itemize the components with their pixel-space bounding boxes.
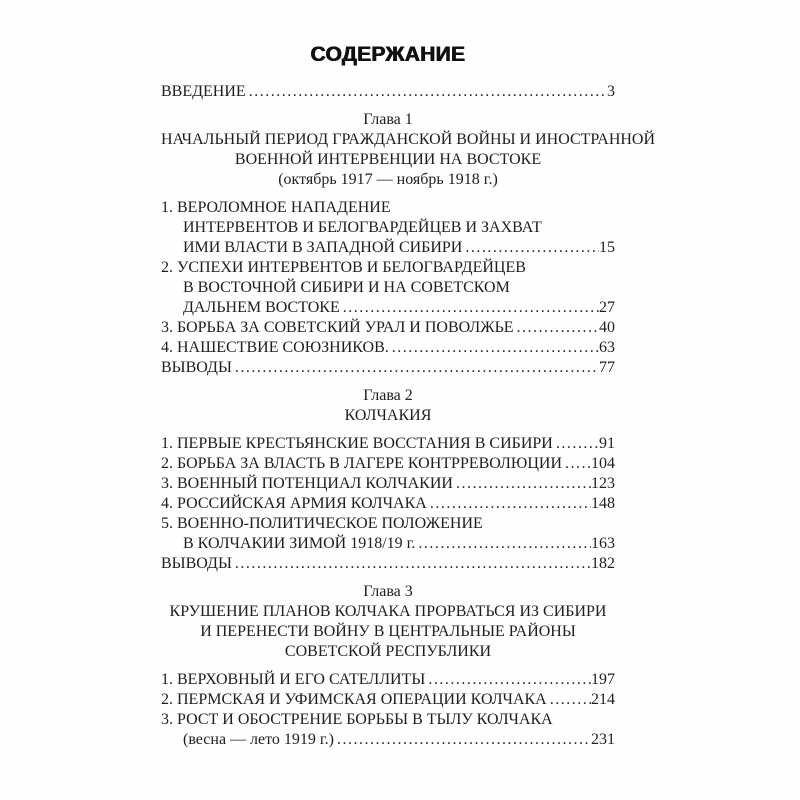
toc-entry-line [161, 494, 615, 514]
page-number: 77 [599, 359, 615, 376]
entry-text: (весна — лето 1919 г.) [183, 731, 335, 748]
chapter-title-line: КОЛЧАКИЯ [344, 407, 432, 424]
toc-entry-line [161, 82, 615, 102]
chapter-subtitle: (октябрь 1917 — ноябрь 1918 г.) [278, 171, 498, 188]
entry-text: 1. ПЕРВЫЕ КРЕСТЬЯНСКИЕ ВОССТАНИЯ В СИБИРИ [161, 435, 553, 452]
toc-entry-line [161, 278, 615, 298]
entry-text: В ВОСТОЧНОЙ СИБИРИ И НА СОВЕТСКОМ [183, 279, 510, 296]
dot-leader [246, 82, 607, 102]
dot-leader [425, 670, 591, 690]
toc-entry-line [161, 218, 615, 238]
page-number: 27 [599, 299, 615, 316]
toc-entry-line [161, 358, 615, 378]
entry-text: 3. БОРЬБА ЗА СОВЕТСКИЙ УРАЛ И ПОВОЛЖЬЕ [161, 319, 514, 336]
toc-entry-line [161, 198, 615, 218]
entry-text: ВВЕДЕНИЕ [161, 83, 246, 100]
entry-text: ВЫВОДЫ [161, 359, 232, 376]
page-number: 214 [591, 691, 615, 708]
toc-entry-line [161, 730, 615, 750]
page-title: СОДЕРЖАНИЕ [310, 43, 466, 66]
toc-entry-line [161, 534, 615, 554]
dot-leader [232, 358, 599, 378]
toc-entry [161, 434, 615, 454]
dot-leader [334, 730, 591, 750]
page-number: 63 [599, 339, 615, 356]
toc-entry-line [161, 514, 615, 534]
entry-text: 4. РОССИЙСКАЯ АРМИЯ КОЛЧАКА [161, 495, 427, 512]
page-number: 104 [591, 455, 615, 472]
toc-entry [161, 358, 615, 378]
toc-entry [161, 670, 615, 690]
chapter-label: Глава 1 [363, 111, 413, 128]
page-number: 3 [607, 83, 615, 100]
page-number: 231 [591, 731, 615, 748]
dot-leader [547, 690, 591, 710]
entry-text: ВЫВОДЫ [161, 555, 232, 572]
entry-text: 3. ВОЕННЫЙ ПОТЕНЦИАЛ КОЛЧАКИИ [161, 475, 453, 492]
toc-entry [161, 454, 615, 474]
toc-entry-line [161, 474, 615, 494]
toc-entry-line [161, 338, 615, 358]
page-number: 182 [591, 555, 615, 572]
toc-entry-line [161, 258, 615, 278]
entry-text: 5. ВОЕННО-ПОЛИТИЧЕСКОЕ ПОЛОЖЕНИЕ [161, 515, 483, 532]
toc-entry-line [161, 454, 615, 474]
toc-column [161, 0, 656, 750]
chapter-2-entries [161, 434, 615, 574]
toc-entry [161, 198, 615, 258]
entry-text: ДАЛЬНЕМ ВОСТОКЕ [183, 299, 340, 316]
page-number: 148 [591, 495, 615, 512]
page-number: 40 [599, 319, 615, 336]
toc-entry [161, 258, 615, 318]
toc-entry-line [161, 670, 615, 690]
chapter-2-heading [161, 386, 615, 426]
toc-entry-line [161, 434, 615, 454]
toc-entry-line [161, 238, 615, 258]
chapter-3-heading [161, 582, 615, 662]
toc-entry [161, 710, 615, 750]
page-number: 163 [591, 535, 615, 552]
page-number: 197 [591, 671, 615, 688]
chapter-1-heading [161, 110, 656, 190]
entry-text: 1. ВЕРХОВНЫЙ И ЕГО САТЕЛЛИТЫ [161, 671, 426, 688]
page-number: 123 [591, 475, 615, 492]
entry-text: ИНТЕРВЕНТОВ И БЕЛОГВАРДЕЙЦЕВ И ЗАХВАТ [183, 219, 542, 236]
intro-entry [161, 82, 615, 102]
toc-entry [161, 338, 615, 358]
toc-entry-line [161, 690, 615, 710]
page-number: 15 [599, 239, 615, 256]
toc-entry-line [161, 298, 615, 318]
dot-leader [232, 554, 591, 574]
toc-entry [161, 318, 615, 338]
entry-text: В КОЛЧАКИИ ЗИМОЙ 1918/19 г. [183, 535, 416, 552]
entry-text: 1. ВЕРОЛОМНОЕ НАПАДЕНИЕ [161, 199, 391, 216]
dot-leader [562, 454, 591, 474]
entry-text: ИМИ ВЛАСТИ В ЗАПАДНОЙ СИБИРИ [183, 239, 463, 256]
chapter-label: Глава 3 [363, 583, 413, 600]
chapter-label: Глава 2 [363, 387, 413, 404]
entry-text: 4. НАШЕСТВИЕ СОЮЗНИКОВ. [161, 339, 389, 356]
dot-leader [427, 494, 591, 514]
entry-text: 2. БОРЬБА ЗА ВЛАСТЬ В ЛАГЕРЕ КОНТРРЕВОЛЮЦИИ [161, 455, 563, 472]
dot-leader [462, 238, 599, 258]
dot-leader [514, 318, 599, 338]
chapter-title-line: СОВЕТСКОЙ РЕСПУБЛИКИ [284, 643, 492, 660]
chapter-1-entries [161, 198, 615, 378]
toc-entry [161, 554, 615, 574]
toc-entry [161, 474, 615, 494]
toc-entry [161, 514, 615, 554]
entry-text: 3. РОСТ И ОБОСТРЕНИЕ БОРЬБЫ В ТЫЛУ КОЛЧАКА [161, 711, 553, 728]
chapter-title-line: НАЧАЛЬНЫЙ ПЕРИОД ГРАЖДАНСКОЙ ВОЙНЫ И ИНОСТРАННОЙ [161, 131, 656, 148]
toc-entry-line [161, 318, 615, 338]
dot-leader [415, 534, 591, 554]
chapter-title-line: ВОЕННОЙ ИНТЕРВЕНЦИИ НА ВОСТОКЕ [234, 151, 542, 168]
dot-leader [389, 338, 599, 358]
entry-text: 2. ПЕРМСКАЯ И УФИМСКАЯ ОПЕРАЦИИ КОЛЧАКА [161, 691, 547, 708]
toc-entry [161, 690, 615, 710]
chapter-3-entries [161, 670, 615, 750]
page-number: 91 [599, 435, 615, 452]
dot-leader [553, 434, 599, 454]
dot-leader [340, 298, 599, 318]
chapter-title-line: КРУШЕНИЕ ПЛАНОВ КОЛЧАКА ПРОРВАТЬСЯ ИЗ СИБИРИ [169, 603, 607, 620]
entry-text: 2. УСПЕХИ ИНТЕРВЕНТОВ И БЕЛОГВАРДЕЙЦЕВ [161, 259, 526, 276]
toc-entry [161, 494, 615, 514]
toc-entry-line [161, 710, 615, 730]
dot-leader [453, 474, 591, 494]
toc-entry-line [161, 554, 615, 574]
chapter-title-line: И ПЕРЕНЕСТИ ВОЙНУ В ЦЕНТРАЛЬНЫЕ РАЙОНЫ [200, 623, 576, 640]
